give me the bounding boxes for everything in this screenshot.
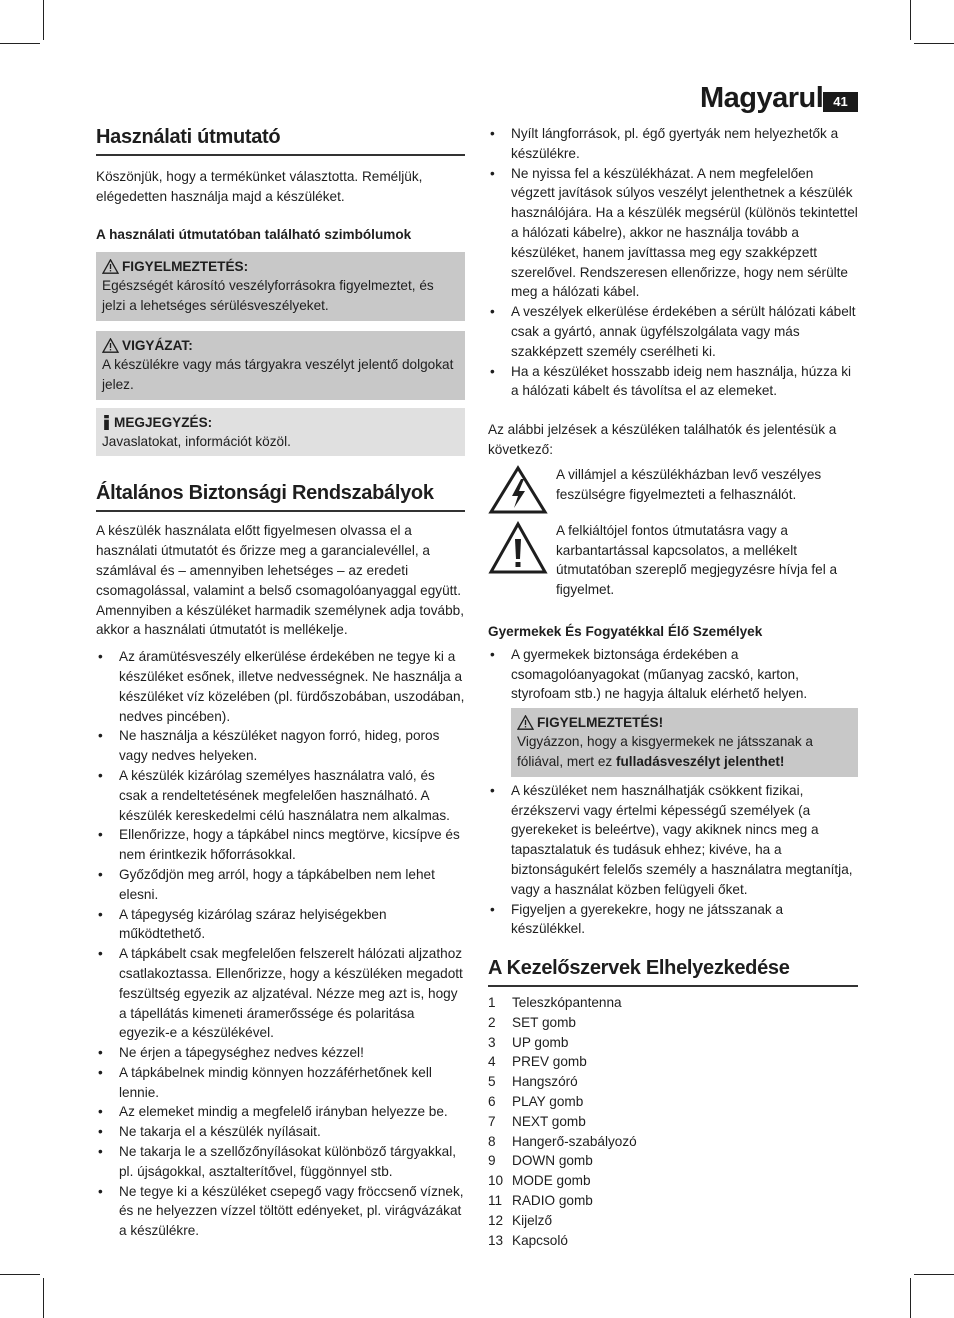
item-label: Teleszkópantenna bbox=[512, 995, 622, 1011]
list-item: • Figyeljen a gyerekekre, hogy ne játsszanak a készülékkel. bbox=[488, 900, 858, 940]
item-label: RADIO gomb bbox=[512, 1193, 593, 1209]
warning-triangle-icon bbox=[102, 259, 119, 274]
caution-box-text: A készülékre vagy más tárgyakra veszélyt jelentő dolgokat jelez. bbox=[102, 356, 454, 392]
lightning-text: A villámjel a készülékházban levő veszélyes feszülségre figyelmezteti a felhasználót. bbox=[556, 466, 822, 502]
list-item bbox=[488, 1052, 858, 1072]
list-item: • A készülék kizárólag személyes használatra való, és csak a rendeltetésének megfelelően használható. A készülék kereskedelmi célú használatra nem alkalmas. bbox=[96, 766, 465, 825]
children-list bbox=[488, 645, 858, 704]
list-item: • A gyermekek biztonsága érdekében a csomagolóanyagokat (műanyag zacskó, karton, styrofoam stb.) ne hagyja általuk elérhető helyen. bbox=[488, 645, 858, 704]
list-item bbox=[488, 1013, 858, 1033]
crop-mark bbox=[0, 1274, 40, 1275]
list-item bbox=[488, 1211, 858, 1231]
note-box-text: Javaslatokat, információt közöl. bbox=[102, 433, 291, 449]
item-number: 7 bbox=[488, 1113, 496, 1129]
warning-box-text: Egészségét károsító veszélyforrásokra figyelmeztet, és jelzi a lehetséges sérülésveszélyeket. bbox=[102, 278, 434, 314]
item-label: Kapcsoló bbox=[512, 1232, 568, 1248]
note-box-title: MEGJEGYZÉS: bbox=[114, 414, 213, 430]
left-column bbox=[96, 126, 465, 1241]
children-warning-body: Vigyázzon, hogy a kisgyermekek ne játsszanak a fóliával, mert ez bbox=[517, 734, 813, 769]
item-label: UP gomb bbox=[512, 1034, 569, 1050]
list-item: • A tápegység kizárólag száraz helyiségekben működtethető. bbox=[96, 905, 465, 945]
section-title-safety: Általános Biztonsági Rendszabályok bbox=[96, 482, 465, 512]
warning-box bbox=[96, 252, 465, 321]
children-heading: Gyermekek És Fogyatékkal Élő Személyek bbox=[488, 623, 763, 639]
item-label: Kijelző bbox=[512, 1212, 553, 1228]
children-warning-text bbox=[517, 732, 852, 772]
safety-list bbox=[96, 647, 465, 1241]
list-item: • Nyílt lángforrások, pl. égő gyertyák nem helyezhetők a készülékre. bbox=[488, 124, 858, 164]
item-label: SET gomb bbox=[512, 1014, 576, 1030]
item-number: 9 bbox=[488, 1153, 496, 1169]
item-number: 13 bbox=[488, 1232, 504, 1248]
list-item: • A veszélyek elkerülése érdekében a sérült hálózati kábelt csak a gyártó, annak ügyfélszolgálata vagy más szakképzett személy cserélheti ki. bbox=[488, 302, 858, 361]
right-column bbox=[488, 124, 858, 1250]
intro-text: Köszönjük, hogy a termékünket választotta. Reméljük, elégedetten használja majd a készüléket. bbox=[96, 169, 423, 204]
item-number: 3 bbox=[488, 1034, 496, 1050]
list-item: • A tápkábelt csak megfelelően felszerelt hálózati aljzathoz csatlakoztassa. Ellenőrizze, hogy a készüléken megadott feszültség egyezik az aljzatéval. Nézze meg azt is, hogy a tápellátás kimeneti áramerőssége és polaritása egyezik-e a készülékével. bbox=[96, 944, 465, 1043]
crop-mark bbox=[914, 1274, 954, 1275]
item-number: 8 bbox=[488, 1133, 496, 1149]
note-box bbox=[96, 408, 465, 457]
list-item: • Ellenőrizze, hogy a tápkábel nincs megtörve, kicsípve és nem érintkezik hőforrásokkal. bbox=[96, 825, 465, 865]
item-number: 1 bbox=[488, 995, 496, 1011]
exclamation-warning-icon bbox=[488, 521, 548, 575]
warning-triangle-icon bbox=[102, 338, 119, 353]
list-item: • Ne használja a készüléket nagyon forró, hideg, poros vagy nedves helyeken. bbox=[96, 726, 465, 766]
list-item: • Ne nyissa fel a készülékházat. A nem megfelelően végzett javítások súlyos veszélyt jelenthetnek a készülék használójára. Ha a készülék megsérül (különös tekintettel a hálózati kábelre), akkor ne használja tovább a készüléket, hanem javíttassa meg egy szakképzett szerelővel. Rendszeresen ellenőrizze, hogy nem sérülte meg a hálózati kábel. bbox=[488, 164, 858, 303]
list-item bbox=[488, 1072, 858, 1092]
list-item: • Ne takarja el a készülék nyílásait. bbox=[96, 1122, 465, 1142]
safety-list-continued bbox=[488, 124, 858, 401]
info-icon bbox=[102, 415, 111, 430]
warning-triangle-icon bbox=[517, 715, 534, 730]
list-item bbox=[488, 1092, 858, 1112]
warning-box-title: FIGYELMEZTETÉS: bbox=[122, 259, 249, 275]
crop-mark bbox=[910, 1278, 911, 1318]
item-number: 11 bbox=[488, 1193, 503, 1209]
item-number: 5 bbox=[488, 1074, 496, 1090]
section-title-guide: Használati útmutató bbox=[96, 126, 465, 156]
section-title-controls: A Kezelőszervek Elhelyezkedése bbox=[488, 957, 858, 987]
item-number: 6 bbox=[488, 1094, 496, 1110]
list-item bbox=[488, 1231, 858, 1251]
item-label: Hangerő-szabályozó bbox=[512, 1133, 637, 1149]
lightning-warning-icon bbox=[488, 465, 548, 515]
list-item bbox=[488, 1132, 858, 1152]
list-item: • Az elemeket mindig a megfelelő irányban helyezze be. bbox=[96, 1102, 465, 1122]
crop-mark bbox=[910, 0, 911, 40]
children-warning-emphasis: fulladásveszélyt jelenthet! bbox=[615, 753, 785, 769]
crop-mark bbox=[914, 43, 954, 44]
list-item: • Ne tegye ki a készüléket csepegő vagy fröccsenő víznek, és ne helyezzen vízzel töltött edényeket, pl. virágvázákat a készülékre. bbox=[96, 1182, 465, 1241]
list-item bbox=[488, 993, 858, 1013]
item-number: 10 bbox=[488, 1173, 504, 1189]
item-label: PLAY gomb bbox=[512, 1094, 584, 1110]
children-warning-title: FIGYELMEZTETÉS! bbox=[537, 715, 664, 731]
list-item bbox=[488, 1171, 858, 1191]
caution-box bbox=[96, 331, 465, 400]
symbols-heading: A használati útmutatóban található szimbólumok bbox=[96, 226, 412, 242]
list-item bbox=[488, 1033, 858, 1053]
children-list-continued bbox=[488, 781, 858, 939]
item-number: 2 bbox=[488, 1014, 496, 1030]
item-label: MODE gomb bbox=[512, 1173, 591, 1189]
item-label: NEXT gomb bbox=[512, 1113, 586, 1129]
list-item: • Ne takarja le a szellőzőnyílásokat különböző tárgyakkal, pl. újságokkal, asztalterítővel, függönnyel stb. bbox=[96, 1142, 465, 1182]
exclamation-text: A felkiáltójel fontos útmutatásra vagy a karbantartással kapcsolatos, a mellékelt útmutatóban szereplő megjegyzésre hívja fel a figyelmet. bbox=[556, 522, 838, 598]
item-label: DOWN gomb bbox=[512, 1153, 593, 1169]
list-item: • Az áramütésveszély elkerülése érdekében ne tegye ki a készüléket esőnek, illetve nedvességnek. Ne használja a készüléket víz közelében (pl. fürdőszobában, uszodában, nedves pincében). bbox=[96, 647, 465, 726]
lightning-symbol-row bbox=[488, 465, 858, 515]
caution-box-title: VIGYÁZAT: bbox=[122, 337, 193, 353]
list-item bbox=[488, 1151, 858, 1171]
item-label: Hangszóró bbox=[512, 1074, 578, 1090]
list-item bbox=[488, 1191, 858, 1211]
list-item: • Győződjön meg arról, hogy a tápkábelben nem lehet elesni. bbox=[96, 865, 465, 905]
crop-mark bbox=[43, 0, 44, 40]
page-number: 41 bbox=[823, 92, 858, 112]
safety-intro: A készülék használata előtt figyelmesen olvassa el a használati útmutatót és őrizze meg a garancialevéllel, a számlával és – amennyiben lehetséges – az eredeti csomagolással, valamint a belső csomagolóanyaggal együtt. Amennyiben a készüléket harmadik személynek adja tovább, akkor a használati útmutatót is mellékelje. bbox=[96, 523, 464, 638]
marks-intro: Az alábbi jelzések a készüléken találhatók és jelentésük a következő: bbox=[488, 422, 837, 457]
item-number: 4 bbox=[488, 1054, 496, 1070]
crop-mark bbox=[43, 1278, 44, 1318]
controls-list bbox=[488, 993, 858, 1250]
exclamation-symbol-row bbox=[488, 521, 858, 600]
list-item: • Ha a készüléket hosszabb ideig nem használja, húzza ki a hálózati kábelt és távolítsa el az elemeket. bbox=[488, 362, 858, 402]
item-label: PREV gomb bbox=[512, 1054, 587, 1070]
list-item: • A készüléket nem használhatják csökkent fizikai, érzékszervi vagy értelmi képességű személyek (a gyerekeket is beleértve), vagy akiknek nincs meg a tapasztalatuk és tudásuk ehhez; kivéve, ha a biztonságukért felelős személy a használatra megtanítja, vagy a használat közben felügyeli őket. bbox=[488, 781, 858, 900]
page-language-title: Magyarul bbox=[700, 82, 824, 114]
list-item bbox=[488, 1112, 858, 1132]
list-item: • Ne érjen a tápegységhez nedves kézzel! bbox=[96, 1043, 465, 1063]
crop-mark bbox=[0, 43, 40, 44]
item-number: 12 bbox=[488, 1212, 504, 1228]
children-warning-box bbox=[511, 708, 858, 777]
list-item: • A tápkábelnek mindig könnyen hozzáférhetőnek kell lennie. bbox=[96, 1063, 465, 1103]
